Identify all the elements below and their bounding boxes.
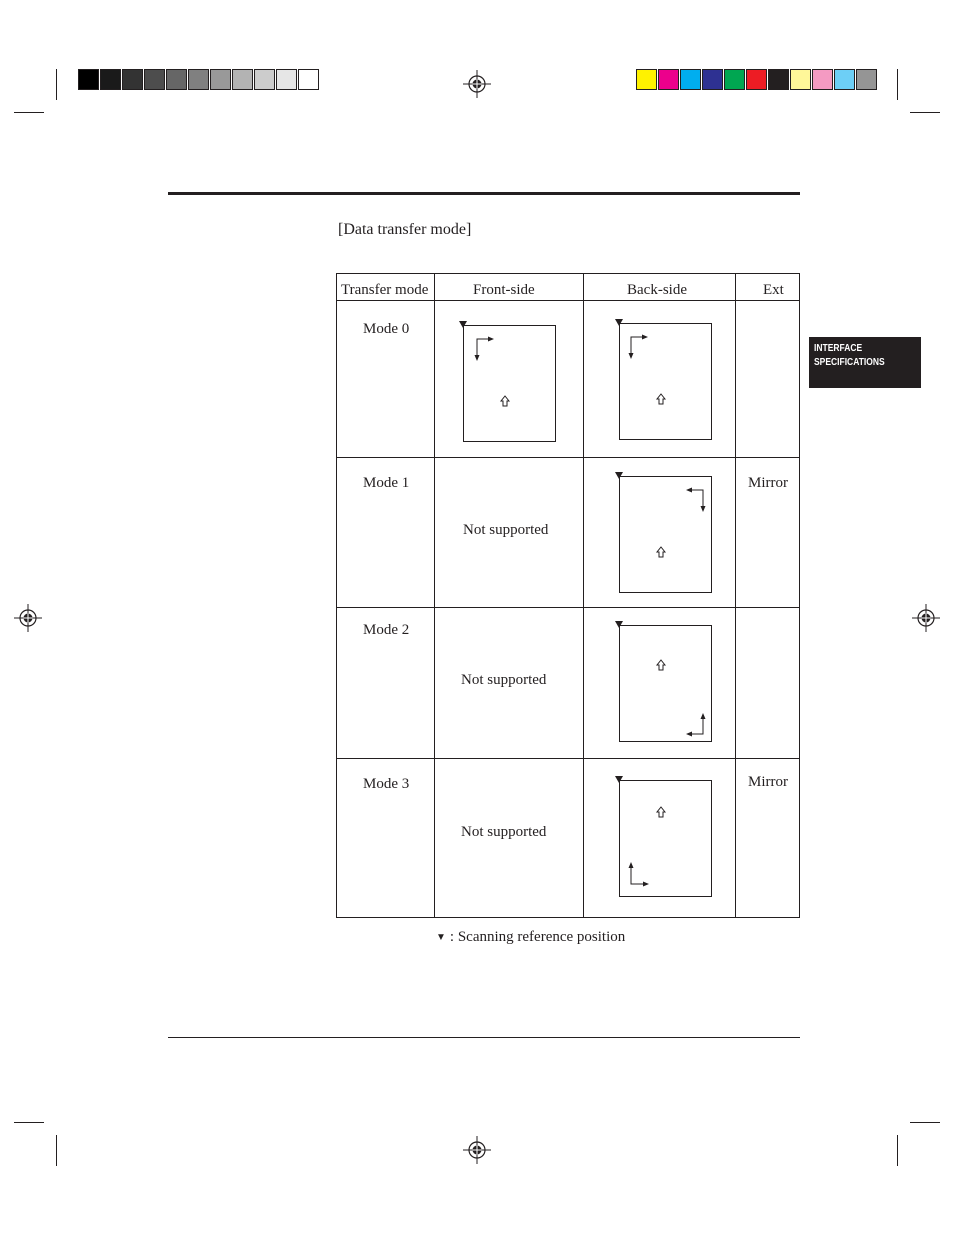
section-tab [809,337,921,388]
row-divider [337,607,799,608]
registration-mark-icon [14,604,42,632]
gray-swatch [122,69,143,90]
color-swatch [790,69,811,90]
gray-swatch [210,69,231,90]
crop-mark-tl-h [14,112,44,113]
crop-mark-br-h [910,1122,940,1123]
gray-swatch [188,69,209,90]
scan-reference-marker-icon [615,472,623,479]
color-swatch [636,69,657,90]
color-swatch [856,69,877,90]
gray-swatch [144,69,165,90]
scan-reference-marker-icon [615,621,623,628]
header-back-side: Back-side [627,282,687,298]
crop-mark-bl-h [14,1122,44,1123]
crop-mark-br-v [897,1135,898,1166]
registration-mark-icon [463,1136,491,1164]
header-transfer-mode: Transfer mode [341,282,429,298]
color-swatch [680,69,701,90]
column-divider [735,274,736,917]
crop-mark-tl-v [56,69,57,100]
section-tab-line1: INTERFACE [814,343,863,354]
mode0-back-diagram [613,317,723,447]
row-divider [337,300,799,301]
color-swatch [768,69,789,90]
mode-label: Mode 2 [363,622,410,638]
color-swatch [702,69,723,90]
row-divider [337,758,799,759]
header-front-side: Front-side [473,282,535,298]
feed-direction-arrow-icon [501,396,509,406]
scan-reference-marker-icon [459,321,467,328]
color-swatch [834,69,855,90]
ext-label: Mirror [748,475,788,491]
feed-direction-arrow-icon [657,547,665,557]
registration-mark-icon [463,70,491,98]
scan-reference-marker-icon [615,776,623,783]
mode3-back-diagram [613,774,723,904]
gray-swatch [276,69,297,90]
crop-mark-tr-h [910,112,940,113]
section-title: [Data transfer mode] [338,221,472,238]
row-divider [337,457,799,458]
gray-swatch [78,69,99,90]
mode-label: Mode 0 [363,321,410,337]
legend [436,929,625,946]
crop-mark-tr-v [897,69,898,100]
scan-reference-marker-icon: ▼ [436,932,446,943]
color-swatch [812,69,833,90]
ext-label: Mirror [748,774,788,790]
mode0-front-diagram [457,319,567,449]
legend-text: : Scanning reference position [449,929,626,945]
mode-label: Mode 1 [363,475,410,491]
mode-label: Mode 3 [363,776,410,792]
gray-swatch [254,69,275,90]
color-swatch [746,69,767,90]
footer-rule [168,1037,800,1038]
gray-swatch [298,69,319,90]
feed-direction-arrow-icon [657,660,665,670]
gray-swatch [166,69,187,90]
column-divider [583,274,584,917]
color-swatch [724,69,745,90]
feed-direction-arrow-icon [657,394,665,404]
header-rule [168,192,800,195]
registration-mark-icon [912,604,940,632]
section-tab-line2: SPECIFICATIONS [814,357,885,368]
feed-direction-arrow-icon [657,807,665,817]
transfer-mode-table [336,273,800,918]
not-supported-label: Not supported [461,672,547,688]
not-supported-label: Not supported [463,522,549,538]
crop-mark-bl-v [56,1135,57,1166]
gray-swatch [232,69,253,90]
header-ext: Ext [763,282,784,298]
column-divider [434,274,435,917]
gray-swatch [100,69,121,90]
color-swatch [658,69,679,90]
not-supported-label: Not supported [461,824,547,840]
mode2-back-diagram [613,619,723,749]
mode1-back-diagram [613,470,723,600]
scan-reference-marker-icon [615,319,623,326]
